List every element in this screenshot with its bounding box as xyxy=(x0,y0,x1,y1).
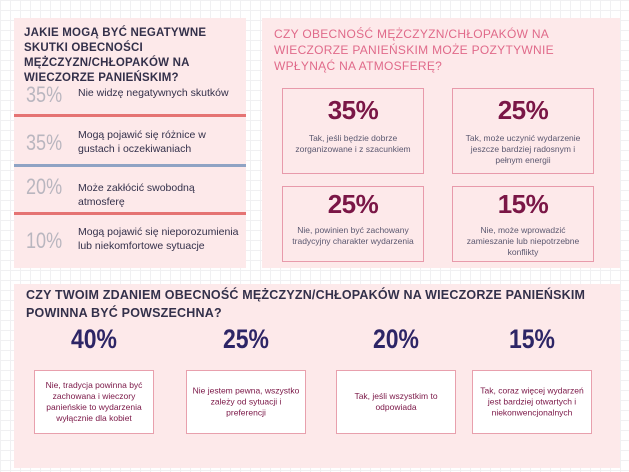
answer-card xyxy=(186,370,306,434)
answer-label: Nie, tradycja powinna być zachowana i wieczory panieńskie to wydarzenia wyłącznie dla kobiet xyxy=(45,380,143,423)
negative-effects-panel xyxy=(14,18,246,268)
answer-label: Tak, jeśli wszystkim to odpowiada xyxy=(354,391,438,412)
negative-effects-title: JAKIE MOGĄ BYĆ NEGATYWNE SKUTKI OBECNOŚCI MĘŻCZYZN/CHŁOPAKÓW NA WIECZORZE PANIEŃSKIM? xyxy=(24,27,207,84)
divider xyxy=(14,114,246,117)
answer-value: 25% xyxy=(497,95,549,125)
answer-column xyxy=(472,324,592,418)
common-presence-panel xyxy=(14,284,620,468)
negative-effect-value: 10% xyxy=(26,228,63,253)
negative-effect-label: Nie widzę negatywnych skutków xyxy=(78,87,229,99)
answer-label: Tak, jeśli będzie dobrze zorganizowane i z szacunkiem xyxy=(295,133,411,154)
answer-value: 15% xyxy=(509,324,555,354)
answer-box xyxy=(452,186,594,262)
answer-label: Tak, może uczynić wydarzenie jeszcze bardziej radosnym i pełnym energii xyxy=(465,133,581,165)
answer-card xyxy=(336,370,456,434)
answer-value: 15% xyxy=(497,189,549,219)
answer-label: Nie jestem pewna, wszystko zależy od sytuacji i preferencji xyxy=(192,385,300,418)
common-presence-title: CZY TWOIM ZDANIEM OBECNOŚĆ MĘŻCZYZN/CHŁOPAKÓW NA WIECZORZE PANIEŃSKIM POWINNA BYĆ POWSZECHNA? xyxy=(26,288,586,320)
negative-effect-label: Mogą pojawić się nieporozumienia lub niekomfortowe sytuacje xyxy=(78,226,239,252)
negative-effect-label: Może zakłócić swobodną atmosferę xyxy=(78,182,195,208)
answer-card xyxy=(34,370,154,434)
answer-value: 20% xyxy=(373,324,419,354)
answer-value: 35% xyxy=(327,95,379,125)
answer-box xyxy=(452,88,594,174)
answer-box xyxy=(282,88,424,174)
positive-atmosphere-panel xyxy=(262,18,620,268)
answer-value: 40% xyxy=(71,324,117,354)
answer-label: Nie, powinien być zachowany tradycyjny charakter wydarzenia xyxy=(292,225,414,246)
negative-effect-value: 35% xyxy=(26,82,63,107)
negative-effect-label: Mogą pojawić się różnice w gustach i oczekiwaniach xyxy=(78,129,206,155)
answer-label: Tak, coraz więcej wydarzeń jest bardziej otwartych i niekonwencjonalnych xyxy=(480,385,584,418)
divider xyxy=(14,212,246,215)
positive-atmosphere-title: CZY OBECNOŚĆ MĘŻCZYZN/CHŁOPAKÓW NA WIECZORZE PANIEŃSKIM MOŻE POZYTYWNIE WPŁYNĄĆ NA ATMOSFERĘ? xyxy=(274,27,554,73)
answer-column xyxy=(336,324,456,412)
answer-box xyxy=(282,186,424,262)
answer-value: 25% xyxy=(223,324,269,354)
answer-column xyxy=(186,324,306,418)
divider xyxy=(14,164,246,167)
answer-card xyxy=(472,370,592,434)
answer-column xyxy=(34,324,154,423)
negative-effect-value: 35% xyxy=(26,130,63,155)
answer-value: 25% xyxy=(327,189,379,219)
negative-effect-value: 20% xyxy=(26,174,63,199)
answer-label: Nie, może wprowadzić zamieszanie lub niepotrzebne konflikty xyxy=(466,225,580,257)
